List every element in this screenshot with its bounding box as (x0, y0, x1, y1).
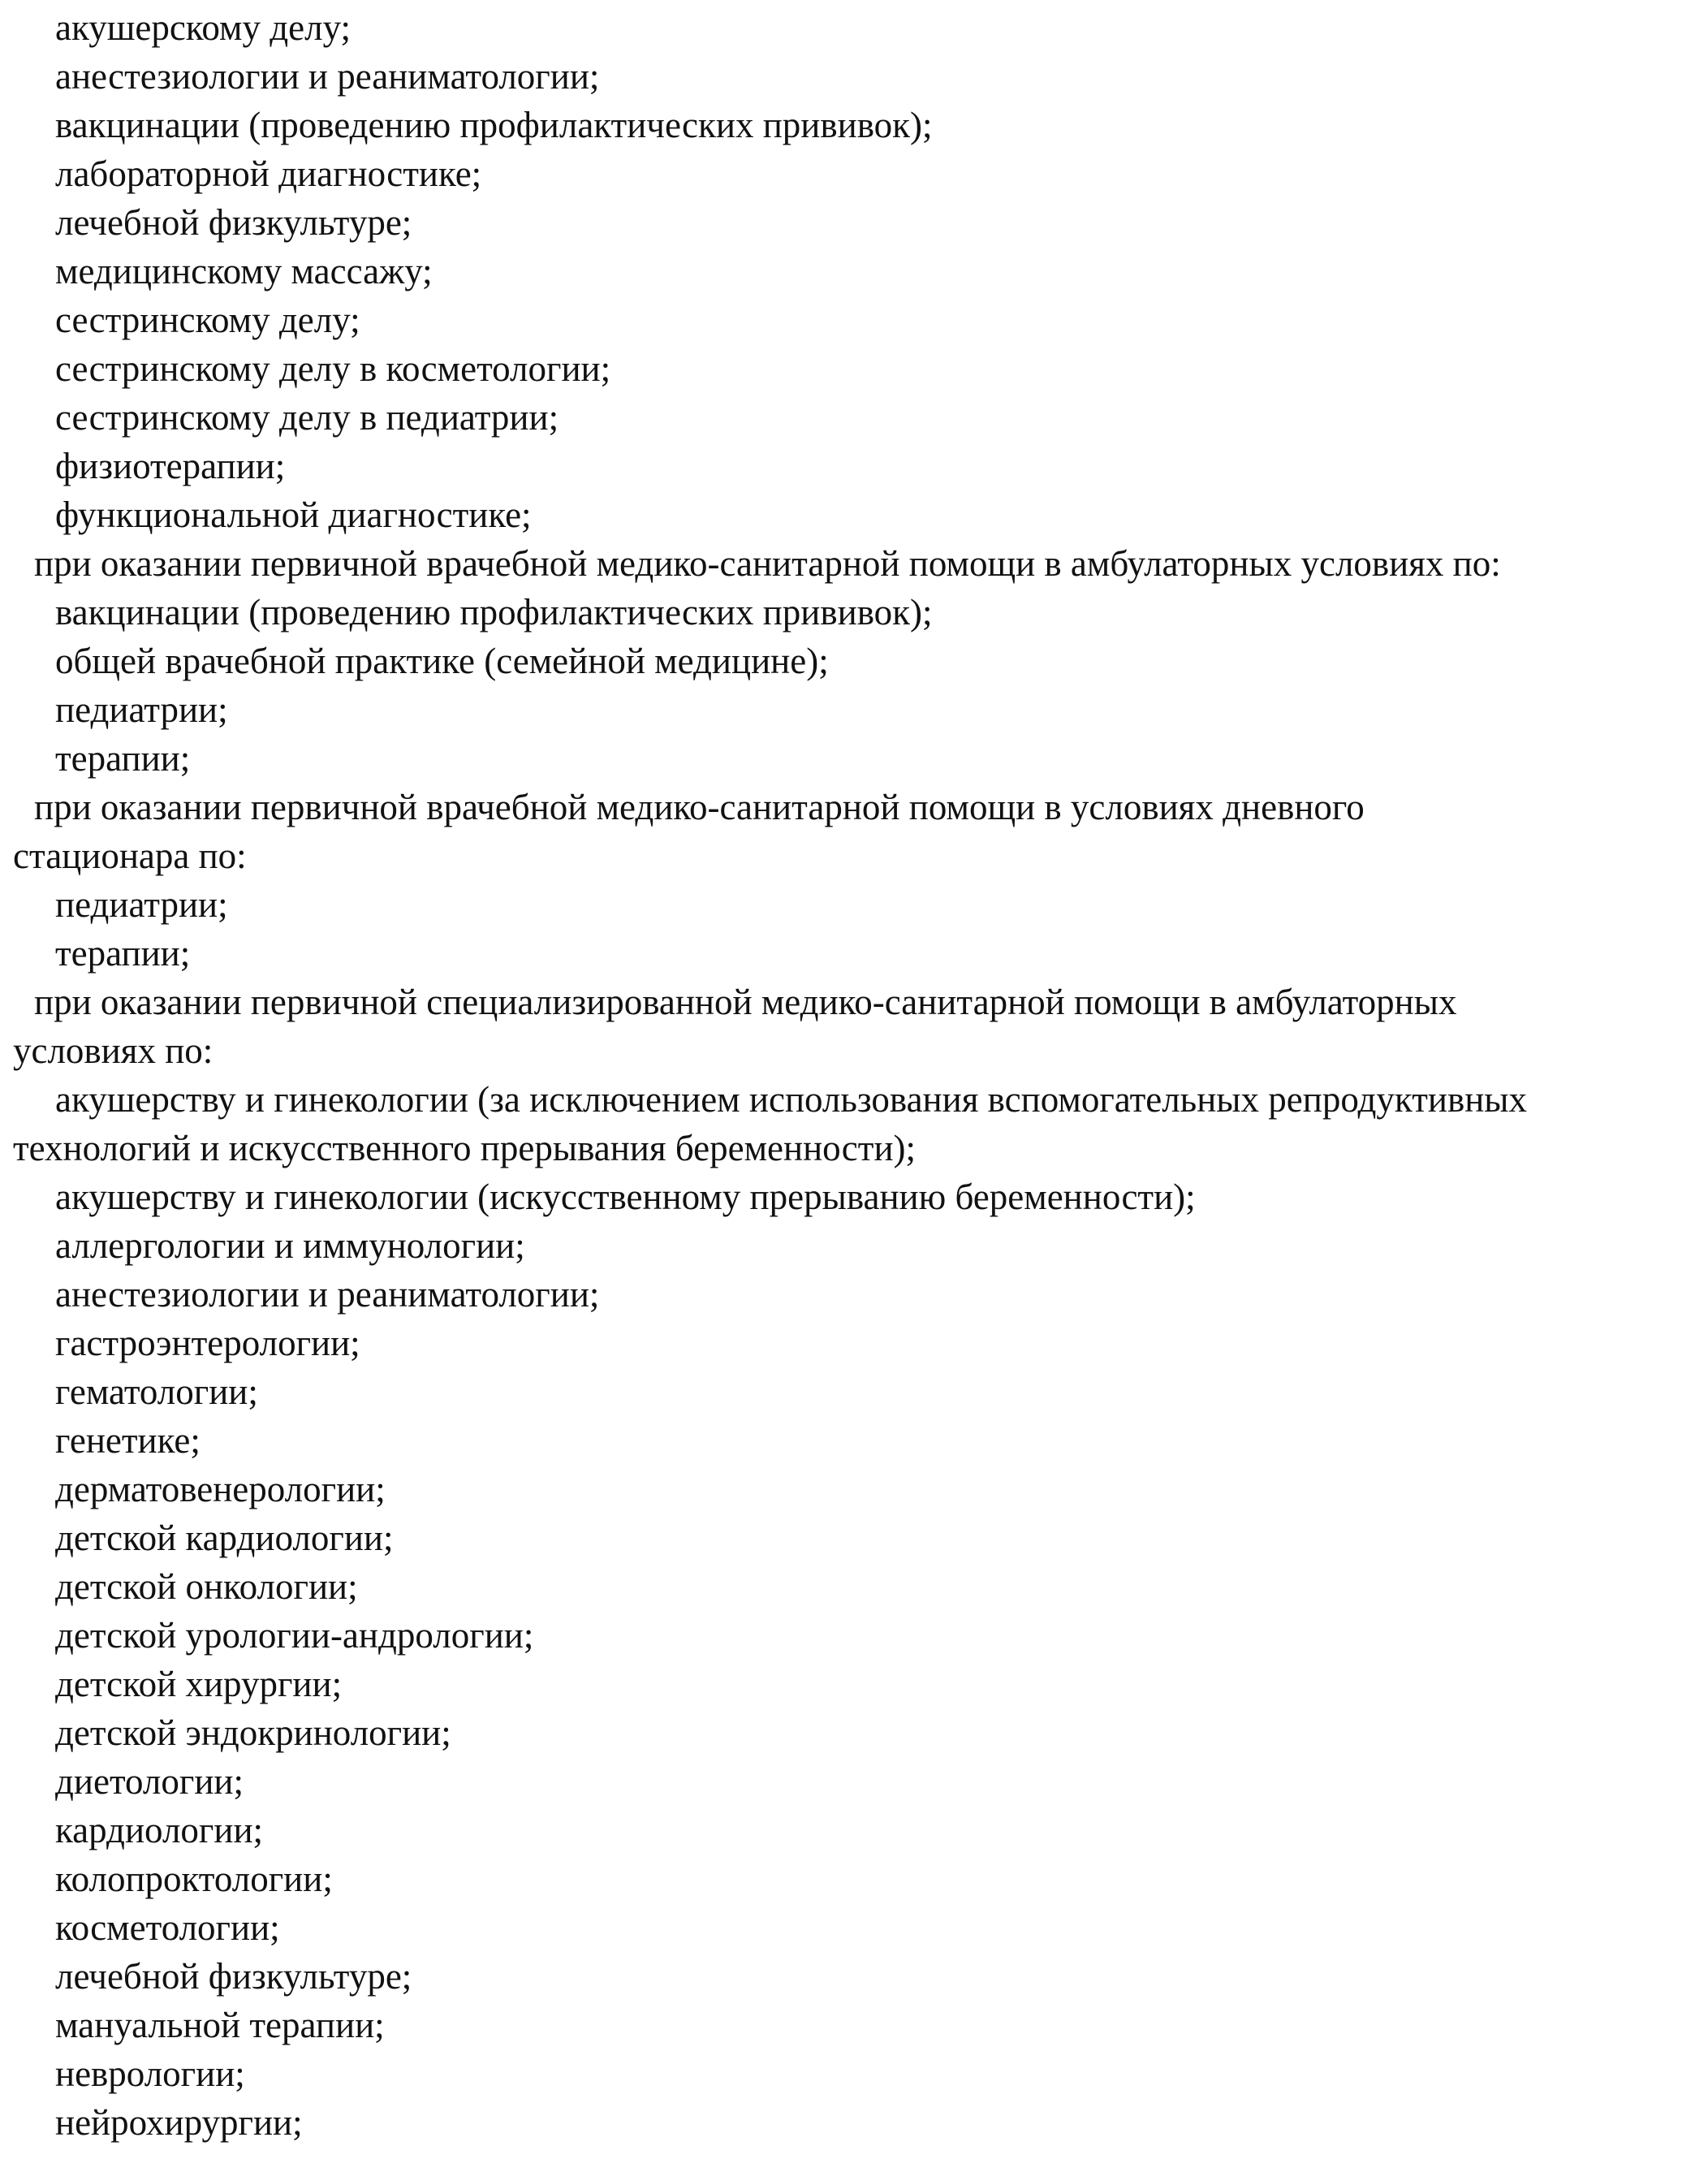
list-item-line: детской кардиологии; (55, 1518, 394, 1558)
list-item-line: детской урологии-андрологии; (55, 1615, 534, 1656)
list-item-line: вакцинации (проведению профилактических прививок); (55, 105, 933, 145)
document-text-body (0, 3, 1708, 2147)
list-item-line: анестезиологии и реаниматологии; (55, 56, 600, 97)
list-item-line: кардиологии; (55, 1810, 264, 1850)
list-item-line: акушерству и гинекологии (искусственному прерыванию беременности); (55, 1177, 1196, 1217)
list-item-line: детской эндокринологии; (55, 1712, 451, 1753)
list-item-line: дерматовенерологии; (55, 1469, 386, 1509)
list-item-line: аллергологии и иммунологии; (55, 1225, 525, 1266)
list-item-line: сестринскому делу в педиатрии; (55, 397, 559, 438)
list-item-line: сестринскому делу; (55, 300, 360, 340)
list-item-line: педиатрии; (55, 689, 228, 730)
list-item-line: анестезиологии и реаниматологии; (55, 1274, 600, 1315)
list-item-line: детской онкологии; (55, 1566, 358, 1607)
list-item-line: функциональной диагностике; (55, 494, 532, 535)
list-item-line: лечебной физкультуре; (55, 1956, 412, 1997)
list-item-line: терапии; (55, 933, 191, 974)
list-item-line: генетике; (55, 1420, 201, 1461)
list-item-line: колопроктологии; (55, 1859, 333, 1899)
list-item-line: нейрохирургии; (55, 2102, 303, 2143)
list-item-line: лечебной физкультуре; (55, 202, 412, 243)
list-item-line: физиотерапии; (55, 446, 286, 486)
list-item-line: косметологии; (55, 1907, 280, 1948)
section-heading-line: при оказании первичной врачебной медико-санитарной помощи в амбулаторных условиях по: (34, 543, 1501, 584)
list-item-line: терапии; (55, 738, 191, 779)
list-item-line: акушерству и гинекологии (за исключением использования вспомогательных репродуктивных (55, 1079, 1528, 1120)
list-item-line: педиатрии; (55, 884, 228, 925)
list-item-line: общей врачебной практике (семейной медицине); (55, 641, 829, 681)
list-item-line: акушерскому делу; (55, 7, 351, 48)
section-heading-line: при оказании первичной врачебной медико-санитарной помощи в условиях дневного (34, 787, 1365, 827)
list-item-line: детской хирургии; (55, 1664, 343, 1704)
list-item-line: гастроэнтерологии; (55, 1323, 360, 1363)
list-item-line: медицинскому массажу; (55, 251, 433, 291)
continuation-line: технологий и искусственного прерывания беременности); (13, 1128, 917, 1168)
list-item-line: вакцинации (проведению профилактических прививок); (55, 592, 933, 633)
continuation-line: условиях по: (13, 1030, 214, 1071)
list-item-line: мануальной терапии; (55, 2005, 385, 2045)
list-item-line: сестринскому делу в косметологии; (55, 348, 611, 389)
list-item-line: неврологии; (55, 2053, 245, 2094)
continuation-line: стационара по: (13, 836, 247, 876)
list-item-line: диетологии; (55, 1761, 244, 1802)
list-item-line: гематологии; (55, 1371, 258, 1412)
section-heading-line: при оказании первичной специализированной медико-санитарной помощи в амбулаторных (34, 982, 1457, 1022)
list-item-line: лабораторной диагностике; (55, 153, 482, 194)
